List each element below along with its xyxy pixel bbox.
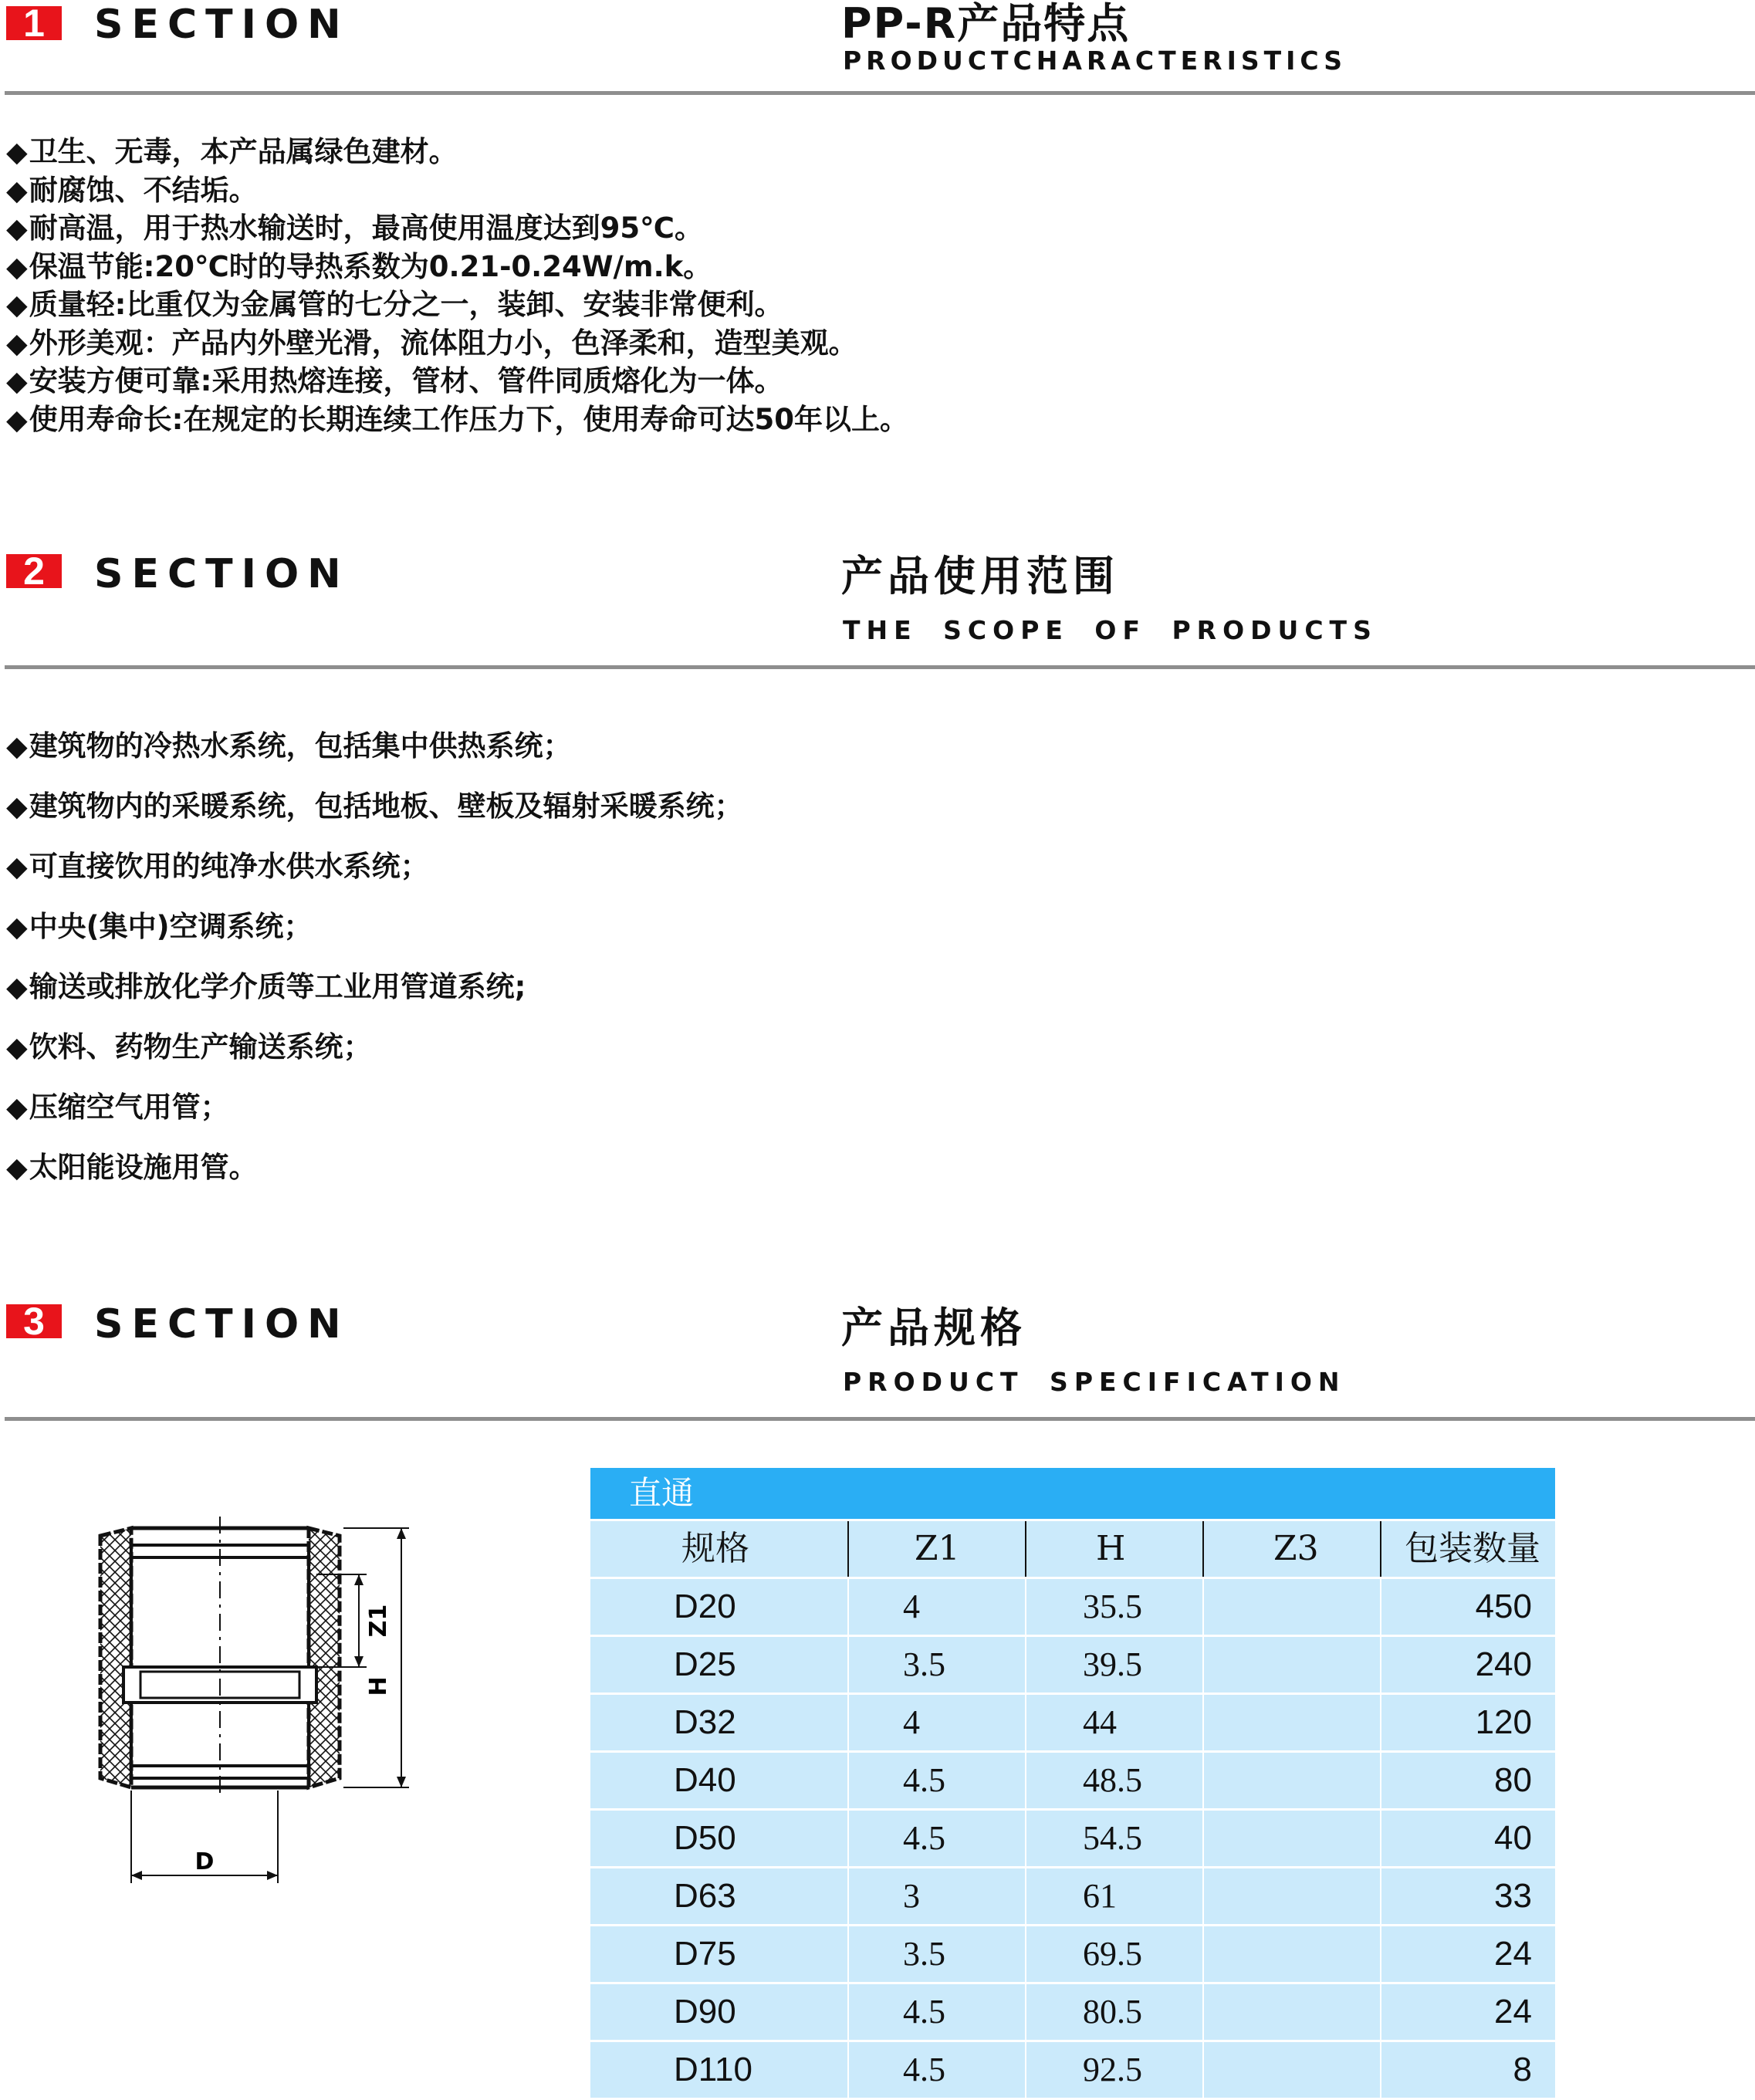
cell-z1: 3 (903, 1877, 920, 1915)
cell-spec: D110 (674, 2051, 752, 2088)
table-row (590, 1811, 1555, 1866)
section-divider (5, 91, 1755, 95)
column-divider (1025, 1695, 1026, 1750)
column-divider (1380, 2042, 1381, 2098)
cell-quantity: 8 (1513, 2051, 1532, 2088)
section-divider (5, 1417, 1755, 1421)
cell-z3 (1204, 2042, 1381, 2098)
col-header: 包装数量 (1405, 1529, 1540, 1568)
section-title: PP-R产品特点 (841, 0, 1131, 48)
column-divider (1202, 2042, 1204, 2098)
cell-z1: 4.5 (903, 1761, 945, 1799)
cell-z3 (1204, 1868, 1381, 1924)
section-word: SECTION (94, 551, 350, 597)
column-divider (1202, 1521, 1204, 1577)
list-item: ◆ 耐腐蚀、不结垢。 (6, 171, 908, 210)
section-subtitle: PRODUCT SPECIFICATION (843, 1367, 1346, 1397)
left-wall (100, 1528, 131, 1787)
cell-h: 44 (1083, 1703, 1117, 1741)
cell-spec: D90 (674, 1993, 736, 2031)
column-divider (1202, 1637, 1204, 1693)
cell-quantity: 120 (1475, 1703, 1532, 1741)
cell-z3 (1204, 1695, 1381, 1750)
characteristics-list (6, 133, 908, 438)
section-title: 产品使用范围 (841, 552, 1119, 600)
list-item: ◆ 使用寿命长:在规定的长期连续工作压力下，使用寿命可达50年以上。 (6, 401, 908, 439)
column-divider (847, 1811, 849, 1866)
list-item: ◆ 饮料、药物生产输送系统； (6, 1017, 743, 1077)
table-row (590, 1753, 1555, 1808)
column-divider (1202, 1984, 1204, 2040)
cell-spec: D50 (674, 1819, 736, 1857)
section-number-badge: 2 (6, 554, 62, 588)
list-item: ◆ 输送或排放化学介质等工业用管道系统; (6, 957, 743, 1017)
cell-spec: D25 (674, 1645, 736, 1683)
spec-table (590, 1468, 1555, 2098)
col-header: Z1 (915, 1529, 960, 1568)
cell-z3 (1204, 1637, 1381, 1693)
list-item: ◆ 外形美观：产品内外壁光滑，流体阻力小，色泽柔和，造型美观。 (6, 324, 908, 363)
cell-z3 (1204, 1984, 1381, 2040)
cell-h: 48.5 (1083, 1761, 1142, 1799)
column-divider (1025, 1637, 1026, 1693)
table-row (590, 1637, 1555, 1693)
list-item: ◆ 卫生、无毒，本产品属绿色建材。 (6, 133, 908, 171)
list-item: ◆ 质量轻:比重仅为金属管的七分之一，装卸、安装非常便利。 (6, 286, 908, 324)
cell-z1: 4 (903, 1588, 920, 1625)
cell-z1: 4 (903, 1703, 920, 1741)
cell-quantity: 33 (1494, 1877, 1532, 1915)
column-divider (1202, 1811, 1204, 1866)
column-divider (1380, 1811, 1381, 1866)
cell-z1: 3.5 (903, 1935, 945, 1973)
column-divider (1202, 1579, 1204, 1635)
cell-quantity: 40 (1494, 1819, 1532, 1857)
cell-z1: 4.5 (903, 2051, 945, 2088)
section-divider (5, 665, 1755, 669)
cell-z3 (1204, 1579, 1381, 1635)
column-divider (1380, 1868, 1381, 1924)
column-divider (847, 1984, 849, 2040)
scope-list (6, 716, 743, 1198)
column-divider (1380, 1753, 1381, 1808)
cell-z1: 4.5 (903, 1819, 945, 1857)
column-divider (847, 1695, 849, 1750)
right-wall (309, 1528, 340, 1787)
coupling-drawing (77, 1513, 432, 1899)
table-header-row (590, 1521, 1555, 1577)
table-row (590, 1868, 1555, 1924)
column-divider (1380, 1521, 1381, 1577)
list-item: ◆ 建筑物内的采暖系统，包括地板、壁板及辐射采暖系统； (6, 776, 743, 837)
column-divider (1025, 1521, 1026, 1577)
column-divider (847, 2042, 849, 2098)
section-word: SECTION (94, 1301, 350, 1348)
section-number-badge: 1 (6, 6, 62, 40)
section-number-badge: 3 (6, 1304, 62, 1338)
column-divider (847, 1521, 849, 1577)
z1-label: Z1 (365, 1604, 392, 1638)
cell-spec: D40 (674, 1761, 736, 1799)
column-divider (1025, 1926, 1026, 1982)
cell-h: 35.5 (1083, 1588, 1142, 1625)
column-divider (1202, 1695, 1204, 1750)
cell-h: 69.5 (1083, 1935, 1142, 1973)
column-divider (847, 1579, 849, 1635)
section-subtitle: PRODUCTCHARACTERISTICS (843, 46, 1348, 76)
cell-quantity: 24 (1494, 1935, 1532, 1973)
column-divider (1025, 2042, 1026, 2098)
cell-spec: D75 (674, 1935, 736, 1973)
column-divider (847, 1637, 849, 1693)
column-divider (1380, 1637, 1381, 1693)
table-row (590, 1926, 1555, 1982)
cell-spec: D20 (674, 1588, 736, 1625)
d-label: D (194, 1848, 215, 1875)
list-item: ◆ 太阳能设施用管。 (6, 1138, 743, 1198)
cell-h: 61 (1083, 1877, 1117, 1915)
list-item: ◆ 中央(集中)空调系统； (6, 897, 743, 957)
column-divider (847, 1753, 849, 1808)
cell-spec: D32 (674, 1703, 736, 1741)
column-divider (847, 1926, 849, 1982)
table-title: 直通 (590, 1468, 1555, 1519)
section-subtitle: THE SCOPE OF PRODUCTS (843, 615, 1378, 645)
h-label: H (365, 1676, 392, 1696)
cell-quantity: 80 (1494, 1761, 1532, 1799)
cell-spec: D63 (674, 1877, 736, 1915)
column-divider (1380, 1984, 1381, 2040)
list-item: ◆ 压缩空气用管； (6, 1077, 743, 1138)
cell-h: 39.5 (1083, 1645, 1142, 1683)
list-item: ◆ 保温节能:20℃时的导热系数为0.21-0.24W/m.k。 (6, 248, 908, 286)
cell-z1: 4.5 (903, 1993, 945, 2031)
section-word: SECTION (94, 2, 350, 48)
column-divider (1202, 1868, 1204, 1924)
cell-z1: 3.5 (903, 1645, 945, 1683)
list-item: ◆ 安装方便可靠:采用热熔连接，管材、管件同质熔化为一体。 (6, 362, 908, 401)
table-row (590, 2042, 1555, 2098)
list-item: ◆ 可直接饮用的纯净水供水系统； (6, 837, 743, 897)
cell-z3 (1204, 1753, 1381, 1808)
cell-quantity: 240 (1475, 1645, 1532, 1683)
column-divider (847, 1868, 849, 1924)
column-divider (1025, 1984, 1026, 2040)
col-header: 规格 (681, 1529, 749, 1568)
table-row (590, 1984, 1555, 2040)
section-title: 产品规格 (841, 1304, 1026, 1352)
column-divider (1025, 1579, 1026, 1635)
column-divider (1380, 1579, 1381, 1635)
col-header: H (1096, 1529, 1126, 1568)
cell-quantity: 450 (1475, 1588, 1532, 1625)
list-item: ◆ 建筑物的冷热水系统，包括集中供热系统； (6, 716, 743, 776)
column-divider (1202, 1753, 1204, 1808)
cell-quantity: 24 (1494, 1993, 1532, 2031)
column-divider (1380, 1695, 1381, 1750)
list-item: ◆ 耐高温，用于热水输送时，最高使用温度达到95℃。 (6, 209, 908, 248)
column-divider (1380, 1926, 1381, 1982)
col-header: Z3 (1273, 1529, 1319, 1568)
cell-h: 54.5 (1083, 1819, 1142, 1857)
cell-h: 92.5 (1083, 2051, 1142, 2088)
table-row (590, 1695, 1555, 1750)
cell-z3 (1204, 1926, 1381, 1982)
column-divider (1025, 1753, 1026, 1808)
table-row (590, 1579, 1555, 1635)
column-divider (1025, 1811, 1026, 1866)
column-divider (1025, 1868, 1026, 1924)
cell-h: 80.5 (1083, 1993, 1142, 2031)
column-divider (1202, 1926, 1204, 1982)
cell-z3 (1204, 1811, 1381, 1866)
